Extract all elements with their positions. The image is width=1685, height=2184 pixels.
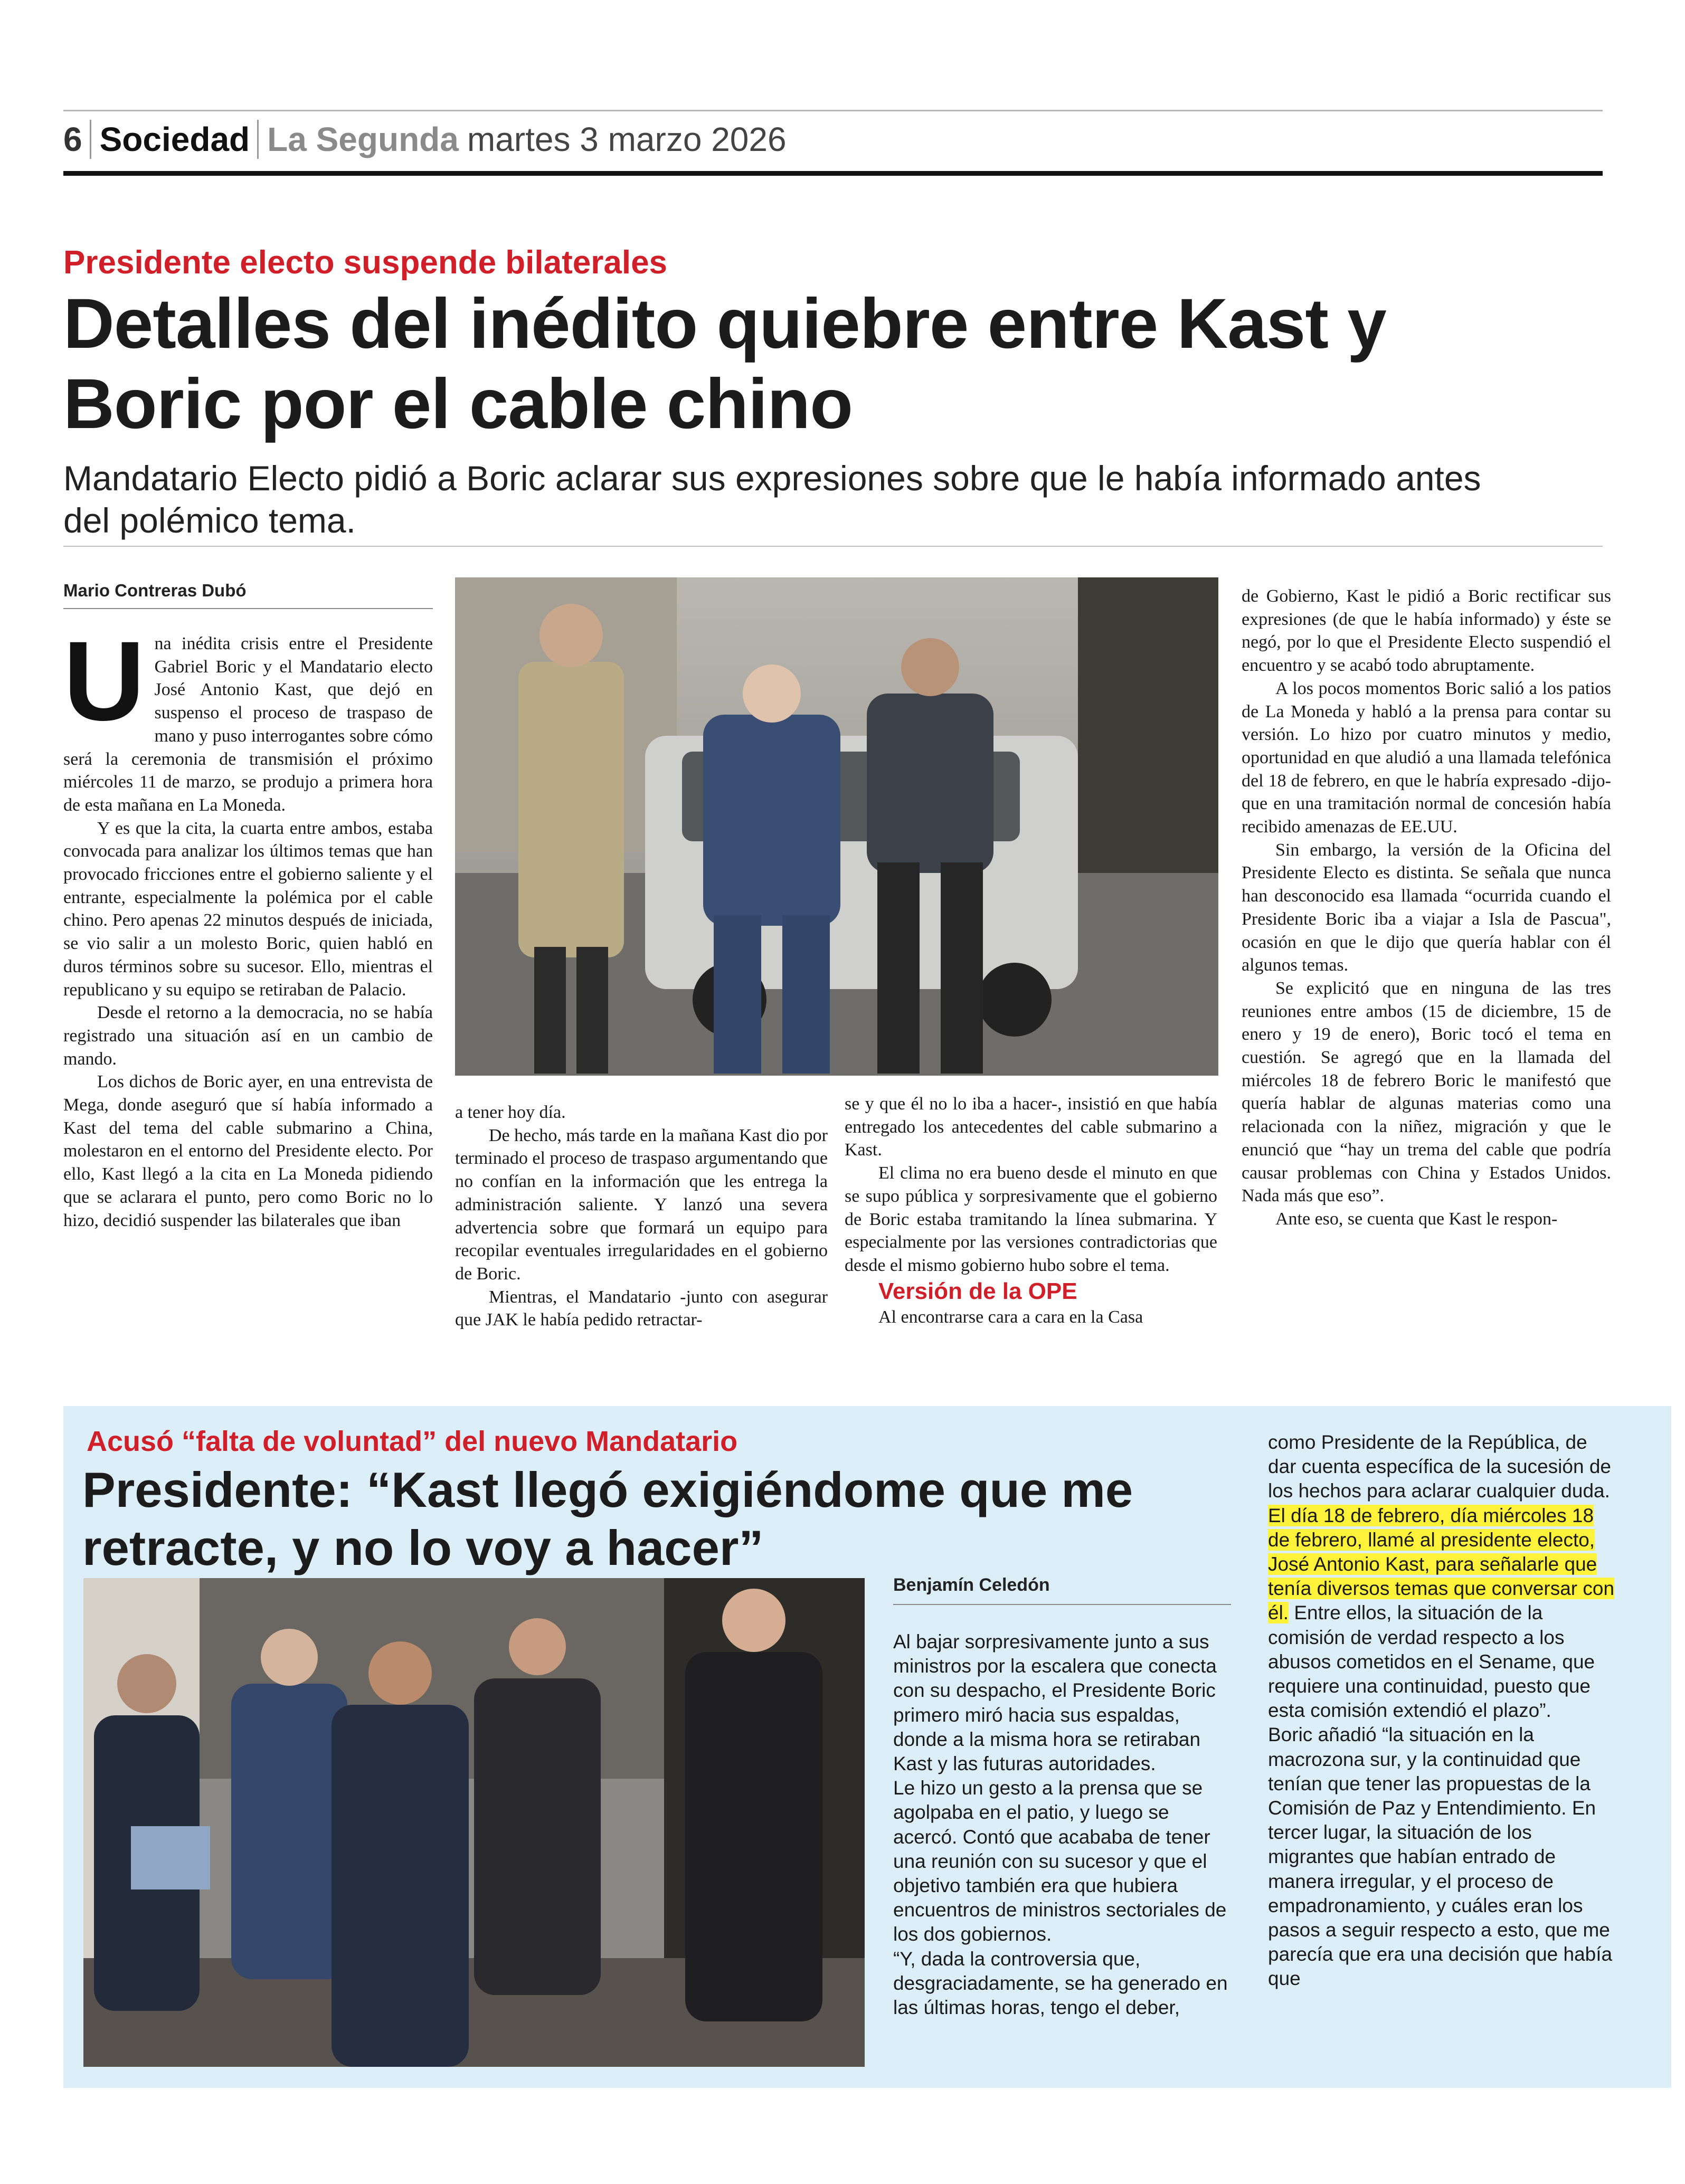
article-paragraph: de Gobierno, Kast le pidió a Boric rectificar sus expresiones (de que le había informado) y éste se negó, por lo que el Presidente Electo suspendió el encuentro y se acabó todo abruptamente. (1242, 586, 1611, 676)
article-paragraph: Ante eso, se cuenta que Kast le respon- (1275, 1209, 1558, 1229)
deck-rule (63, 546, 1603, 547)
article-kicker: Presidente electo suspende bilaterales (63, 244, 668, 281)
page-number: 6 (63, 120, 91, 159)
publication-name: La Segunda (267, 120, 459, 158)
box-photo (83, 1578, 865, 2067)
box-column-2 (893, 1630, 1231, 2068)
article-paragraph: Mientras, el Mandatario -junto con asegurar que JAK le había pedido retractar- (455, 1287, 828, 1330)
article-paragraph: Sin embargo, la versión de la Oficina del Presidente Electo es distinta. Se señala que nunca han desconocido esa llamada “ocurrida cuando el Presidente Boric iba a viajar a Isla de Pascua", ocasión en que le dijo que quería hablar con él algunos temas. (1242, 840, 1611, 975)
issue-date: martes 3 marzo 2026 (467, 120, 787, 158)
article-paragraph: Al encontrarse cara a cara en la Casa (878, 1307, 1143, 1327)
box-byline: Benjamín Celedón (893, 1575, 1231, 1605)
article-paragraph: De hecho, más tarde en la mañana Kast dio por terminado el proceso de traspaso argumentando que no confían en la información que les entrega la administración saliente. Y lanzó una severa advertencia sobre que formará un equipo para recopilar eventuales irregularidades en el gobierno de Boric. (455, 1125, 828, 1284)
article-subhead: Versión de la OPE (878, 1278, 1077, 1304)
box-paragraph: “Y, dada la controversia que, desgraciadamente, se ha generado en las últimas horas, tengo el deber, (893, 1948, 1228, 2019)
article-paragraph: Se explicitó que en ninguna de las tres reuniones entre ambos (15 de diciembre, 15 de enero y 19 de enero), Boric tocó el tema en cuestión. Se agregó que en la llamada del miércoles 18 de febrero Boric le manifestó que quería hablar de algunas materias como una relacionada con la niñez, migración y que le enunció que “hay un trema del cable que podría causar problemas con China y Estados Unidos. Nada más que eso”. (1242, 978, 1611, 1206)
article-column-2 (455, 1101, 828, 1381)
article-column-4 (1242, 585, 1611, 1382)
article-photo (455, 577, 1218, 1076)
article-paragraph: Desde el retorno a la democracia, no se había registrado una situación así en un cambio de mando. (63, 1003, 433, 1069)
article-paragraph: A los pocos momentos Boric salió a los patios de La Moneda y habló a la prensa para contar su versión. Lo hizo por cuatro minutos y medio, oportunidad en que aludió a una llamada telefónica del 18 de febrero, en que le habría expresado -dijo- que en una tramitación normal de concesión había recibido amenazas de EE.UU. (1242, 678, 1611, 837)
masthead-top-rule (63, 110, 1603, 111)
box-paragraph: Al bajar sorpresivamente junto a sus ministros por la escalera que conecta con su despacho, el Presidente Boric primero miró hacia sus espaldas, donde a la misma hora se retiraban Kast y las futuras autoridades. (893, 1631, 1217, 1775)
article-paragraph: El clima no era bueno desde el minuto en que se supo pública y sorpresivamente que el gobierno de Boric estaba tramitando la línea submarina. Y especialmente por las versiones contradictorias que desde el mismo gobierno hubo sobre el tema. (845, 1163, 1217, 1275)
article-column-1 (63, 632, 433, 1382)
dropcap: U (63, 632, 145, 744)
box-paragraph: como Presidente de la República, de dar cuenta específica de la sucesión de los hechos para aclarar cualquier duda. El día 18 de febrero, día miércoles 18 de febrero, llamé al presidente electo, José Antonio Kast, para señalarle que tenía diversos temas que conversar con él. Entre ellos, la situación de la comisión de verdad respecto a los abusos cometidos en el Sename, que requiere una continuidad, puesto que esta comisión extendió el plazo”. (1268, 1431, 1615, 1722)
masthead-rule (63, 171, 1603, 176)
box-kicker: Acusó “falta de voluntad” del nuevo Mandatario (87, 1426, 738, 1457)
article-headline: Detalles del inédito quiebre entre Kast y Boric por el cable chino (63, 284, 1386, 443)
box-paragraph: Boric añadió “la situación en la macrozona sur, y la continuidad que tenían que tener las propuestas de la Comisión de Paz y Entendimiento. En tercer lugar, la situación de los migrantes que habían entrado de manera irregular, y el proceso de empadronamiento, y cuáles eran los pasos a seguir respecto a esto, que me parecía que era una decisión que había que (1268, 1724, 1613, 1990)
article-deck: Mandatario Electo pidió a Boric aclarar sus expresiones sobre que le había informado antes del polémico tema. (63, 459, 1481, 540)
highlighted-quote: El día 18 de febrero, día miércoles 18 de febrero, llamé al presidente electo, José Antonio Kast, para señalarle que tenía diversos temas que conversar con él. (1268, 1504, 1615, 1624)
article-byline: Mario Contreras Dubó (63, 581, 433, 609)
section-name: Sociedad (91, 120, 259, 159)
article-paragraph: Y es que la cita, la cuarta entre ambos, estaba convocada para analizar los últimos temas que han provocado fricciones entre el gobierno saliente y el entrante, especialmente la polémica por el cable chino. Pero apenas 22 minutos después de iniciada, se vio salir a un molesto Boric, quien habló en duros términos sobre su sucesor. Ello, mientras el republicano y su equipo se retiraban de Palacio. (63, 818, 433, 1000)
box-paragraph: Le hizo un gesto a la prensa que se agolpaba en el patio, y luego se acercó. Contó que acababa de tener una reunión con su sucesor y que el objetivo también era que hubiera encuentros de ministros sectoriales de los dos gobiernos. (893, 1777, 1227, 1945)
article-paragraph: Los dichos de Boric ayer, en una entrevista de Mega, donde aseguró que sí había informado a Kast del tema del cable submarino a China, molestaron en el entorno del Presidente electo. Por ello, Kast llegó a la cita en La Moneda pidiendo que se aclarara el punto, pero como Boric no lo hizo, decidió suspender las bilaterales que iban (63, 1072, 433, 1230)
article-column-3 (845, 1093, 1217, 1383)
masthead (63, 113, 787, 166)
article-paragraph: a tener hoy día. (455, 1103, 566, 1122)
article-paragraph: Una inédita crisis entre el Presidente Gabriel Boric y el Mandatario electo José Antonio Kast, que dejó en suspenso el proceso de traspaso de mano y puso interrogantes sobre cómo será la ceremonia de transmisión el próximo miércoles 11 de marzo, se produjo a primera hora de esta mañana en La Moneda. (63, 632, 433, 815)
box-headline: Presidente: “Kast llegó exigiéndome que me retracte, y no lo voy a hacer” (82, 1462, 1133, 1575)
article-paragraph: se y que él no lo iba a hacer-, insistió en que había entregado los antecedentes del cable submarino a Kast. (845, 1094, 1217, 1160)
box-column-3 (1268, 1430, 1616, 2069)
